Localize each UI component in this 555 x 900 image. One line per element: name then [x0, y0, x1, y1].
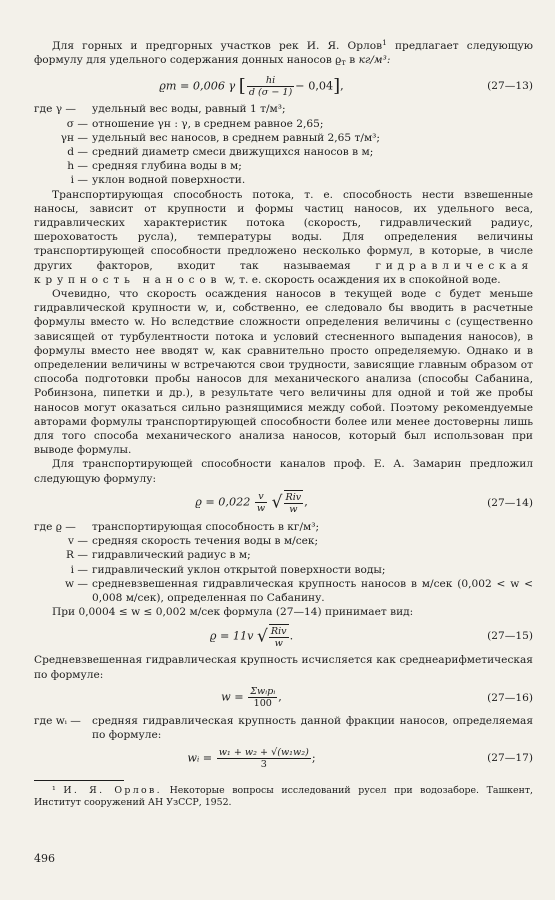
formula-number: (27—13): [487, 80, 533, 93]
definitions-1: [34, 102, 533, 187]
definition-row: γн — удельный вес наносов, в среднем равный 2,65 т/м³;: [60, 131, 381, 144]
definition-row: i — гидравлический уклон открытой поверхности воды;: [70, 563, 386, 576]
definition-row: i — уклон водной поверхности.: [70, 174, 246, 187]
definitions-2: [34, 520, 533, 605]
formula-lhs: ϱ = 11v: [209, 629, 254, 643]
formula-27-15: ϱ = 11v √ $\frac{\text{Riv}}{w}$ . (27—15): [209, 625, 533, 649]
formula-27-16: w = $\frac{\text{Σwᵢpᵢ}}{100}$ , (27—16): [221, 686, 533, 710]
formula-radicand: $\frac{\text{Riv}}{w}$: [270, 625, 287, 649]
formula-27-13: ϱт = 0,006 γ [ $\frac{hi}{d (\sigma - 1)}$ − 0,04], (27—13): [159, 74, 533, 98]
sqrt-sign: √: [257, 626, 268, 647]
formula-lhs: w =: [221, 690, 244, 704]
formula-fraction: $\frac{v}{w}$: [256, 491, 266, 515]
formula-number: (27—16): [487, 691, 533, 704]
definition-row: R — гидравлический радиус в м;: [66, 549, 251, 562]
formula-number: (27—17): [487, 752, 533, 765]
formula-fraction: $\frac{\text{w₁ + w₂ + √(w₁w₂)}}{3}$: [218, 746, 309, 770]
definition-row: σ — отношение γн : γ, в среднем равное 2,65;: [66, 117, 324, 130]
intro-paragraph: [34, 36, 533, 70]
formula-term: − 0,04: [295, 79, 334, 93]
paragraph-zamarin: Для транспортирующей способности каналов проф. Е. А. Замарин предложил следующую формулу:: [34, 458, 533, 485]
intro-text-2: предлагает следующую формулу для удельного содержания донных наносов ϱ: [34, 40, 533, 67]
formula-fraction: $\frac{hi}{d (\sigma - 1)}$: [248, 74, 293, 98]
sqrt-sign: √: [271, 492, 283, 513]
definition-wi: где wᵢ — средняя гидравлическая крупность данной фракции наносов, определяемая по формуле:: [34, 714, 533, 741]
intro-sub: т: [341, 58, 346, 68]
formula-lhs: ϱт = 0,006 γ: [159, 79, 236, 93]
formula-number: (27—15): [487, 630, 533, 643]
paragraph-mean: Средневзвешенная гидравлическая крупность исчисляется как среднеарифметическая по формуле:: [34, 654, 533, 681]
intro-unit: кг/м³:: [358, 54, 391, 67]
formula-radicand: $\frac{\text{Riv}}{w}$: [285, 492, 302, 516]
formula-number: (27—14): [487, 496, 533, 509]
formula-fraction: $\frac{\text{Σwᵢpᵢ}}{100}$: [250, 686, 276, 710]
formula-lhs: wᵢ =: [187, 751, 213, 765]
footnote-rule: [34, 780, 124, 781]
definition-row: v — средняя скорость течения воды в м/сек;: [68, 535, 319, 548]
intro-text: Для горных и предгорных участков рек И. Я. Орлов: [52, 40, 383, 52]
footnote-mark: 1: [382, 38, 387, 47]
paragraph-range: При 0,0004 ≤ w ≤ 0,002 м/сек формула (27—14) принимает вид:: [52, 606, 414, 619]
definition-row: h — средняя глубина воды в м;: [67, 160, 242, 173]
formula-lhs: ϱ = 0,022: [195, 495, 251, 509]
spaced-term: гидравлическая крупность наносов: [34, 259, 533, 286]
definition-row: w — средневзвешенная гидравлическая крупность наносов в м/сек (0,002 < w < 0,008 м/сек), определенная по Сабанину.: [64, 577, 533, 604]
page-number: 496: [34, 852, 55, 865]
paragraph-settling: Очевидно, что скорость осаждения наносов в текущей воде c будет меньше гидравлической крупности w, и, собственно, ее следовало бы вводить в расчетные формулы вместо w. Но вследствие сложности определения величины c (существенно зависящей от турбулентности потока и условий стесненного выпадения наносов), в формулы вместо нее вводят w, как сравнительно просто определяемую. Однако и в определении величины w встречаются свои трудности, зависящие главным образом от способа подготовки пробы наносов для механического анализа (способы Сабанина, Робинзона, пипетки и др.), в результате чего величины для одной и той же пробы наносов могут оказаться сильно разнящимися между собой. Поэтому рекомендуемые авторами формулы транспортирующей способности более или менее достоверны лишь для того способа механического анализа наносов, который был использован при выводе формулы.: [34, 288, 533, 457]
formula-27-14: ϱ = 0,022 $\frac{v}{w}$ √ $\frac{\text{Riv}}{w}$ , (27—14): [195, 491, 533, 516]
definition-row: где ϱ — транспортирующая способность в кг/м³;: [34, 520, 320, 533]
footnote-author: И. Я. Орлов.: [63, 785, 162, 797]
intro-tail: в: [345, 54, 359, 67]
paragraph-transport: Транспортирующая способность потока, т. е. способность нести взвешенные наносы, зависит от крупности и формы частиц наносов, их удельного веса, гидравлических характеристик потока (скорость, гидравлический радиус, шероховатость русла), температуры воды. Для определения величины транспортирующей способности предложено несколько формул, в которые, в числе других факторов, входит так называемая гидравлическая крупность наносов w, т. е. скорость осаждения их в спокойной воде.: [34, 188, 533, 286]
formula-27-17: wᵢ = $\frac{\text{w₁ + w₂ + √(w₁w₂)}}{3}$ ; (27—17): [187, 746, 533, 770]
definition-row: d — средний диаметр смеси движущихся наносов в м;: [67, 146, 374, 159]
footnote: ¹ И. Я. Орлов. Некоторые вопросы исследований русел при водозаборе. Ташкент, Институт сооружений АН УзССР, 1952.: [34, 785, 534, 809]
definition-row: где γ — удельный вес воды, равный 1 т/м³;: [34, 103, 286, 116]
